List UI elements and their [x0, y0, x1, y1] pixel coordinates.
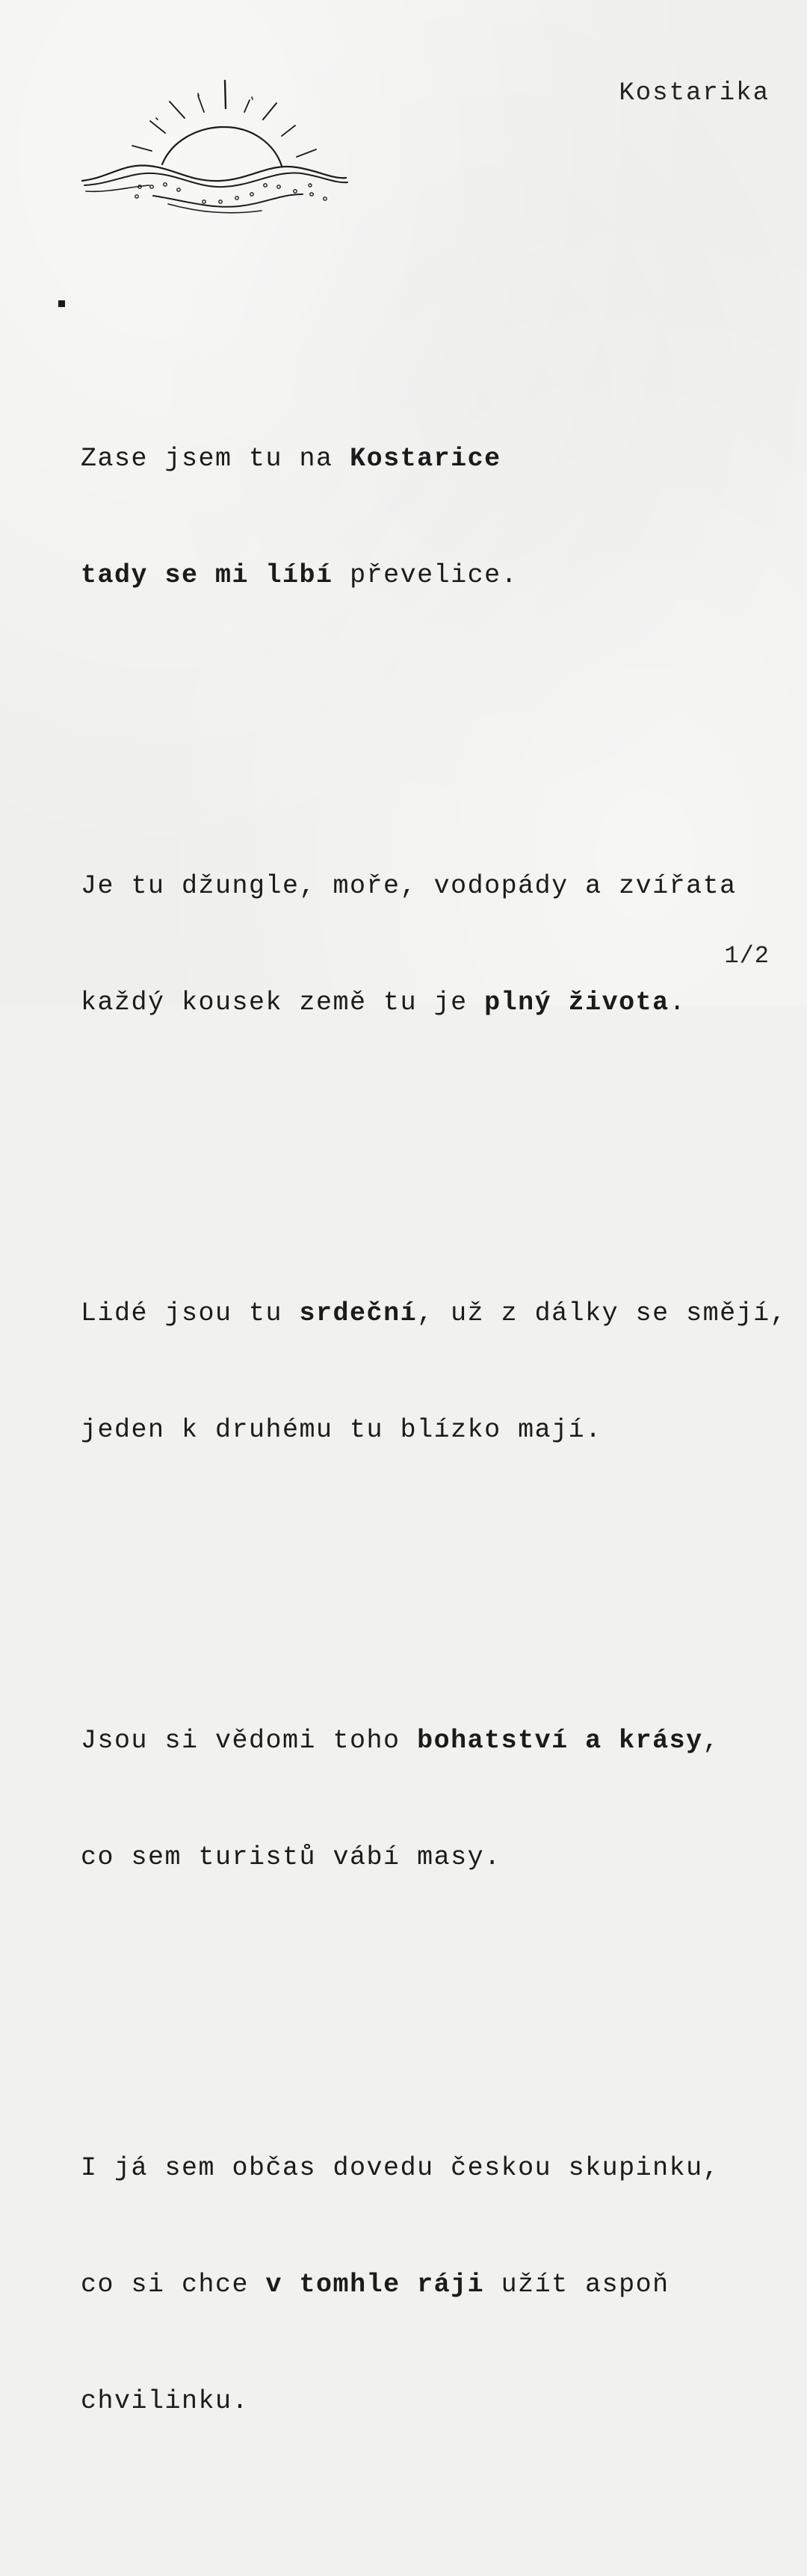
poem-bold-run: plný života	[484, 988, 670, 1018]
poem-text-run: každý kousek země tu je	[81, 988, 485, 1018]
poem-line	[81, 439, 798, 478]
sunset-over-waves-icon	[78, 75, 351, 217]
poem-text-run: jeden k druhému tu blízko mají.	[81, 1415, 602, 1445]
poem-line	[81, 1411, 798, 1449]
poem-text-run: ,	[702, 1726, 720, 1756]
poem-bold-run: Kostarice	[350, 444, 501, 474]
poem-line	[81, 1294, 798, 1333]
poem-line	[81, 1838, 798, 1877]
poem-line	[81, 1721, 798, 1760]
bullet-marker	[58, 300, 65, 307]
poem-text-run: .	[669, 988, 687, 1018]
poem-stanza-4	[81, 1644, 798, 1954]
poem-stanza-5	[81, 2071, 798, 2498]
poem-text	[81, 284, 798, 2576]
poem-stanza-2	[81, 789, 798, 1100]
poem-stanza-1	[81, 362, 798, 672]
poem-bold-run: tady se mi líbí	[81, 560, 333, 590]
poem-line	[81, 2149, 798, 2188]
poem-bold-run: bohatství a krásy	[417, 1726, 703, 1756]
poem-text-run: co si chce	[81, 2270, 266, 2300]
poem-line	[81, 983, 798, 1022]
poem-text-run: chvilinku.	[81, 2386, 250, 2416]
poem-line	[81, 2265, 798, 2304]
poem-bold-run: srdeční	[299, 1298, 418, 1328]
page-title: Kostarika	[619, 79, 770, 108]
poem-text-run: převelice.	[333, 560, 519, 590]
poem-text-run: Lidé jsou tu	[81, 1298, 300, 1328]
poem-text-run: Jsou si vědomi toho	[81, 1726, 418, 1756]
poem-line	[81, 2382, 798, 2421]
poem-line	[81, 867, 798, 905]
poem-text-run: užít aspoň	[484, 2270, 670, 2300]
poem-line	[81, 556, 798, 595]
poem-text-run: Zase jsem tu na	[81, 444, 350, 474]
poem-text-run: Je tu džungle, moře, vodopády a zvířata	[81, 871, 737, 901]
poem-text-run: co sem turistů vábí masy.	[81, 1842, 501, 1872]
page-indicator: 1/2	[724, 942, 770, 970]
poem-stanza-3	[81, 1216, 798, 1527]
poem-text-run: , už z dálky se smějí,	[417, 1298, 788, 1328]
poem-bold-run: v tomhle ráji	[265, 2270, 485, 2300]
poem-text-run: I já sem občas dovedu českou skupinku,	[81, 2153, 720, 2183]
